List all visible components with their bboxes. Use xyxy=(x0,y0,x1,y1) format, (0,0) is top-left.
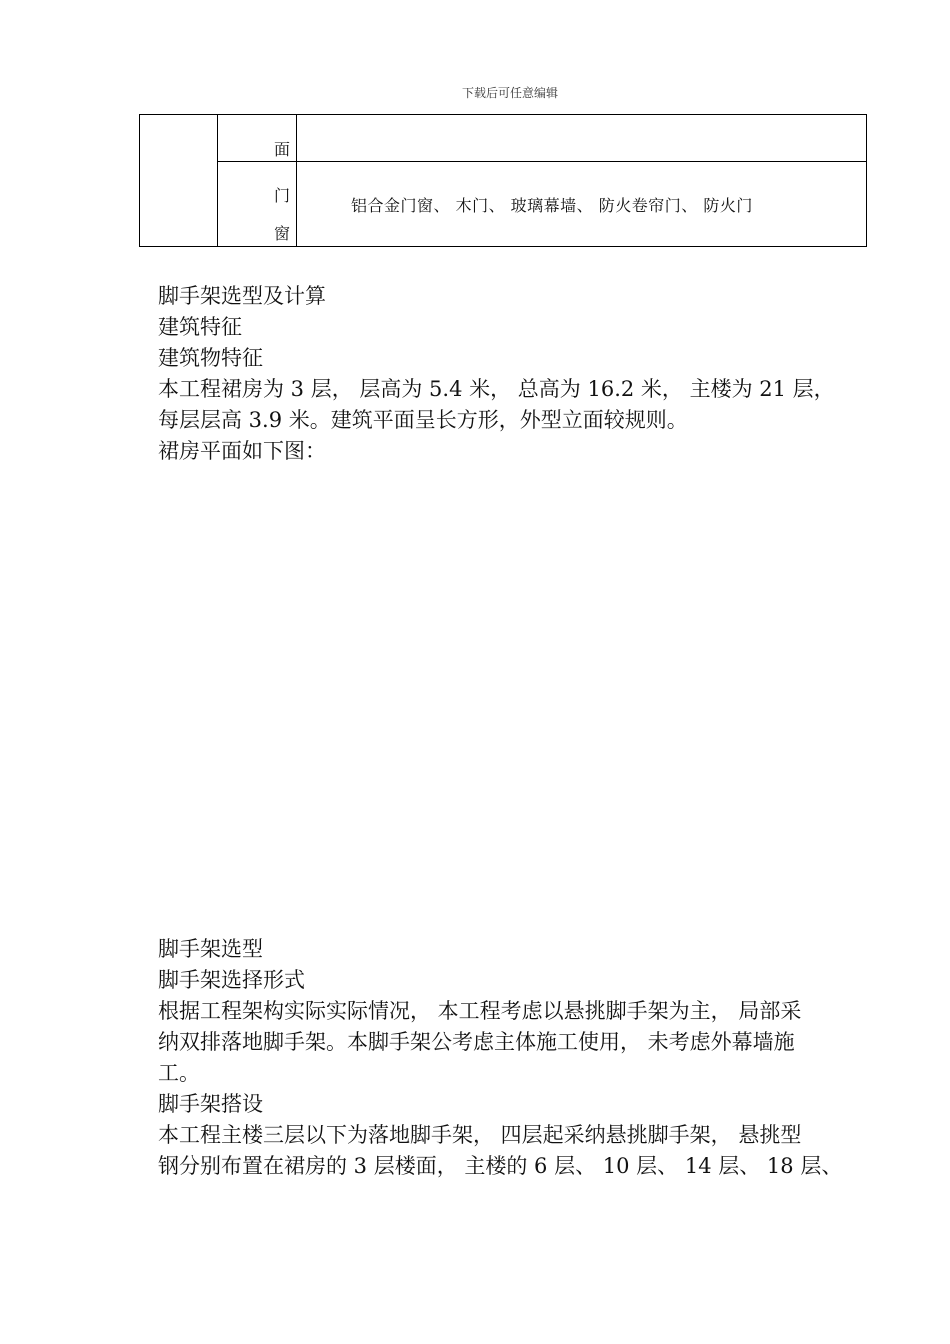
section-heading: 脚手架选型及计算 xyxy=(158,284,326,308)
category-label: 面 xyxy=(273,140,290,159)
paragraph-line: 根据工程架构实际实际情况， 本工程考虑以悬挑脚手架为主， 局部采 xyxy=(158,999,802,1023)
paragraph-line: 工。 xyxy=(158,1061,200,1085)
subsection-heading: 脚手架选择形式 xyxy=(158,968,305,992)
paragraph-line: 本工程裙房为 3 层， 层高为 5.4 米， 总高为 16.2 米， 主楼为 21 层， xyxy=(158,377,835,401)
category-label-top: 门 xyxy=(273,186,290,205)
paragraph-line: 本工程主楼三层以下为落地脚手架， 四层起采纳悬挑脚手架， 悬挑型 xyxy=(158,1123,802,1147)
paragraph-line: 每层层高 3.9 米。建筑平面呈长方形，外型立面较规则。 xyxy=(158,408,688,432)
doors-windows-value: 铝合金门窗、 木门、 玻璃幕墙、 防火卷帘门、 防火门 xyxy=(297,162,867,247)
page-header-note: 下载后可任意编辑 xyxy=(461,86,558,100)
subsection-heading: 建筑特征 xyxy=(158,315,242,339)
category-cell-doors-windows xyxy=(218,162,297,247)
value-cell-empty xyxy=(297,115,867,162)
section-heading: 脚手架选型 xyxy=(158,937,263,961)
spec-table xyxy=(139,114,867,247)
subsection-heading: 建筑物特征 xyxy=(158,346,263,370)
section-building-features xyxy=(158,281,868,467)
figure-caption: 裙房平面如下图： xyxy=(158,439,326,463)
category-cell-mian xyxy=(218,115,297,162)
category-label-bottom: 窗 xyxy=(273,224,290,243)
paragraph-line: 钢分别布置在裙房的 3 层楼面， 主楼的 6 层、 10 层、 14 层、 18 层、 xyxy=(158,1154,843,1178)
paragraph-line: 纳双排落地脚手架。本脚手架公考虑主体施工使用， 未考虑外幕墙施 xyxy=(158,1030,795,1054)
table-row xyxy=(140,162,867,247)
table-row xyxy=(140,115,867,162)
section-scaffold-selection xyxy=(158,934,868,1182)
table-merged-cell xyxy=(140,115,218,247)
subsection-heading: 脚手架搭设 xyxy=(158,1092,263,1116)
